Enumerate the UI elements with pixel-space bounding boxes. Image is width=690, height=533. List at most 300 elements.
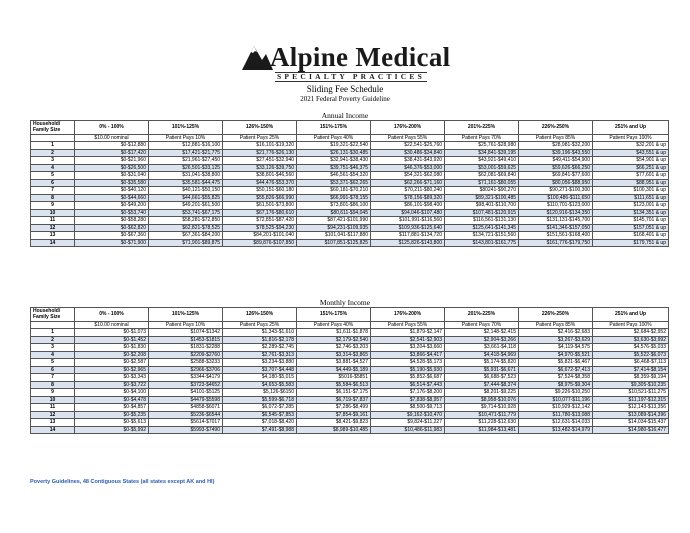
income-range-cell: $6,719-$7,837 <box>297 396 371 404</box>
income-range-cell: $151,561-$168,400 <box>519 232 593 240</box>
income-range-cell: $3,234-$3,880 <box>223 359 297 367</box>
income-range-cell: $5236-$6544 <box>149 411 223 419</box>
brand-name: Alpine Medical <box>270 42 451 72</box>
income-range-cell: $1453-$1815 <box>149 336 223 344</box>
income-range-cell: $111,651 & up <box>593 194 669 202</box>
table-row <box>31 172 669 180</box>
income-range-cell: $0-$49,200 <box>75 202 149 210</box>
income-range-cell: $100,301 & up <box>593 187 669 195</box>
income-range-cell: $0-$3,343 <box>75 374 149 382</box>
pay-rate-cell: Patient Pays 40% <box>297 134 371 142</box>
income-range-cell: $10,077-$11,196 <box>519 396 593 404</box>
table-row <box>31 411 669 419</box>
alpine-medical-logo <box>240 40 450 82</box>
pay-rate-cell: Patient Pays 25% <box>223 321 297 329</box>
income-range-cell: $101,991-$116,560 <box>371 217 445 225</box>
income-range-cell: $179,751 & up <box>593 239 669 247</box>
income-range-cell: $6,468-$7,113 <box>593 359 669 367</box>
document-title: Sliding Fee Schedule <box>306 84 384 94</box>
column-header: 226%-250% <box>519 308 593 322</box>
family-size-cell: 12 <box>31 411 75 419</box>
pay-rate-cell: Patient Pays 55% <box>371 134 445 142</box>
income-range-cell: $9,226-$10,250 <box>519 389 593 397</box>
income-range-cell: $6,514-$7,443 <box>371 381 445 389</box>
income-range-cell: $145,701 & up <box>593 217 669 225</box>
income-range-cell: $4479-$5598 <box>149 396 223 404</box>
income-range-cell: $73,801-$86,100 <box>297 202 371 210</box>
family-size-cell: 13 <box>31 419 75 427</box>
income-range-cell: $66,991-$78,155 <box>297 194 371 202</box>
income-range-cell: $4,970-$5,521 <box>519 351 593 359</box>
household-label-line1: Household/ <box>33 121 61 127</box>
income-range-cell: $2,148-$2,415 <box>445 329 519 337</box>
income-range-cell: $13,089-$14,396 <box>593 411 669 419</box>
income-range-cell: $120,916-$134,350 <box>519 209 593 217</box>
income-range-cell: $0-$5,613 <box>75 419 149 427</box>
income-range-cell: $7,838-$8,957 <box>371 396 445 404</box>
pay-rate-cell: Patient Pays 40% <box>297 321 371 329</box>
income-range-cell: $4,576-$5,033 <box>593 344 669 352</box>
family-size-cell: 9 <box>31 202 75 210</box>
income-range-cell: $80,056-$88,950 <box>519 179 593 187</box>
income-range-cell: $11,780-$13,088 <box>519 411 593 419</box>
family-size-cell: 11 <box>31 404 75 412</box>
family-size-cell: 2 <box>31 149 75 157</box>
income-range-cell: $72,851-$87,420 <box>223 217 297 225</box>
income-range-cell: $66,251 & up <box>593 164 669 172</box>
income-range-cell: $0-$3,722 <box>75 381 149 389</box>
income-range-cell: $131,131-$145,700 <box>519 217 593 225</box>
income-range-cell: $21,961-$27,450 <box>149 157 223 165</box>
column-header: 101%-125% <box>149 121 223 135</box>
income-range-cell: $46,376-$53,000 <box>371 164 445 172</box>
family-size-cell: 12 <box>31 224 75 232</box>
income-range-cell: $4,653-$5,583 <box>223 381 297 389</box>
table-row <box>31 202 669 210</box>
income-range-cell: $8,359-$9,194 <box>593 374 669 382</box>
income-range-cell: $134,721-$151,560 <box>445 232 519 240</box>
income-range-cell: $61,501-$73,800 <box>223 202 297 210</box>
income-range-cell: $2,289-$2,745 <box>223 344 297 352</box>
pay-rate-cell: Patient Pays 70% <box>445 321 519 329</box>
income-range-cell: $46,561-$54,320 <box>297 172 371 180</box>
income-range-cell: $11,228-$12,630 <box>445 419 519 427</box>
column-header: 0% - 100% <box>75 121 149 135</box>
income-range-cell: $5,821-$6,467 <box>519 359 593 367</box>
poverty-guidelines-note: Poverty Guidelines, 48 Contiguous States (all states except AK and HI) <box>30 479 215 485</box>
income-range-cell: $78,525-$94,230 <box>223 224 297 232</box>
income-range-cell: $2,904-$3,266 <box>445 336 519 344</box>
income-range-cell: $0-$67,360 <box>75 232 149 240</box>
empty-cell <box>31 321 75 329</box>
income-range-cell: $7,286-$8,499 <box>297 404 371 412</box>
income-range-cell: $53,371-$62,265 <box>297 179 371 187</box>
pay-rate-cell: $10.00 nominal <box>75 134 149 142</box>
income-range-cell: $1,879-$2,147 <box>371 329 445 337</box>
income-range-cell: $10,929-$12,142 <box>519 404 593 412</box>
pay-rate-cell: Patient Pays 70% <box>445 134 519 142</box>
income-range-cell: $11,197-$12,315 <box>593 396 669 404</box>
income-range-cell: $0-$44,660 <box>75 194 149 202</box>
income-range-cell: $70,211-$80,240 <box>371 187 445 195</box>
table-row <box>31 374 669 382</box>
income-range-cell: $11,984-$13,481 <box>445 426 519 434</box>
income-range-cell: $19,321-$22,540 <box>297 142 371 150</box>
income-range-cell: $34,841-$39,195 <box>445 149 519 157</box>
income-range-cell: $98,401-$110,700 <box>445 202 519 210</box>
income-range-cell: $58,281-$72,850 <box>149 217 223 225</box>
pay-rate-cell: Patient Pays 10% <box>149 134 223 142</box>
pay-rate-cell: Patient Pays 85% <box>519 134 593 142</box>
family-size-cell: 1 <box>31 142 75 150</box>
table-row <box>31 224 669 232</box>
family-size-cell: 5 <box>31 172 75 180</box>
document-header <box>0 40 690 103</box>
income-range-cell: $14,980-$16,477 <box>593 426 669 434</box>
income-range-cell: $67,361-$84,200 <box>149 232 223 240</box>
income-range-cell: $44,661-$55,825 <box>149 194 223 202</box>
income-range-cell: $88,951 & up <box>593 179 669 187</box>
income-range-cell: $7,444-$8,374 <box>445 381 519 389</box>
family-size-cell: 7 <box>31 187 75 195</box>
income-range-cell: $0-$40,120 <box>75 187 149 195</box>
column-header: 101%-125% <box>149 308 223 322</box>
income-range-cell: $3344-$4179 <box>149 374 223 382</box>
income-range-cell: $86,101-$98,400 <box>371 202 445 210</box>
income-range-cell: $3,204-$3,660 <box>371 344 445 352</box>
household-header <box>31 121 75 135</box>
income-range-cell: $3,661-$4,118 <box>445 344 519 352</box>
table-row <box>31 396 669 404</box>
family-size-cell: 11 <box>31 217 75 225</box>
income-range-cell: $134,351 & up <box>593 209 669 217</box>
income-range-cell: $38,801-$46,560 <box>223 172 297 180</box>
family-size-cell: 10 <box>31 209 75 217</box>
income-range-cell: $8,958-$10,076 <box>445 396 519 404</box>
income-range-cell: $49,201-$61,500 <box>149 202 223 210</box>
income-range-cell: $62,081-$69,840 <box>445 172 519 180</box>
family-size-cell: 13 <box>31 232 75 240</box>
income-range-cell: $9,824-$11,227 <box>371 419 445 427</box>
income-range-cell: $12,143-$13,356 <box>593 404 669 412</box>
income-range-cell: $0-$4,478 <box>75 396 149 404</box>
table-row <box>31 142 669 150</box>
income-range-cell: $90,271-$100,300 <box>519 187 593 195</box>
pay-rate-cell: Patient Pays 55% <box>371 321 445 329</box>
family-size-cell: 6 <box>31 366 75 374</box>
income-range-cell: $3,314-$3,865 <box>297 351 371 359</box>
table-row <box>31 366 669 374</box>
family-size-cell: 10 <box>31 396 75 404</box>
family-size-cell: 8 <box>31 381 75 389</box>
income-range-cell: $12,631-$14,033 <box>519 419 593 427</box>
column-header: 251% and Up <box>593 121 669 135</box>
income-range-cell: $5614-$7017 <box>149 419 223 427</box>
income-range-cell: $2,761-$3,313 <box>223 351 297 359</box>
income-range-cell: $84,201-$101,040 <box>223 232 297 240</box>
income-range-cell: $13,482-$14,979 <box>519 426 593 434</box>
table-row <box>31 336 669 344</box>
pay-rate-cell: $10.00 nominal <box>75 321 149 329</box>
table-row <box>31 404 669 412</box>
income-range-cell: $40,121-$50,150 <box>149 187 223 195</box>
table-row <box>31 381 669 389</box>
income-range-cell: $4,180-$5,015 <box>223 374 297 382</box>
table-row <box>31 389 669 397</box>
income-range-cell: $54,321-$62,080 <box>371 172 445 180</box>
income-range-cell: $62,821-$78,525 <box>149 224 223 232</box>
income-range-cell: $0-$71,900 <box>75 239 149 247</box>
monthly-income-title: Monthly Income <box>319 298 371 307</box>
family-size-cell: 8 <box>31 194 75 202</box>
income-range-cell: $2588-$3233 <box>149 359 223 367</box>
annual-header-row <box>31 121 669 135</box>
income-range-cell: $9,162-$10,470 <box>371 411 445 419</box>
income-range-cell: $143,801-$161,775 <box>445 239 519 247</box>
income-range-cell: $53,741-$67,175 <box>149 209 223 217</box>
brand-tagline: SPECIALTY PRACTICES <box>277 72 425 81</box>
income-range-cell: $4,418-$4,969 <box>445 351 519 359</box>
income-range-cell: $10,471-$11,779 <box>445 411 519 419</box>
income-range-cell: $157,051 & up <box>593 224 669 232</box>
income-range-cell: $31,041-$38,800 <box>149 172 223 180</box>
income-range-cell: $0-$12,880 <box>75 142 149 150</box>
income-range-cell: $1831-$2288 <box>149 344 223 352</box>
annual-subheader-row <box>31 134 669 142</box>
income-range-cell: $89,321-$100,485 <box>445 194 519 202</box>
income-range-cell: $3,866-$4,417 <box>371 351 445 359</box>
income-range-cell: $22,541-$25,760 <box>371 142 445 150</box>
income-range-cell: $1,816-$2,178 <box>223 336 297 344</box>
income-range-cell: $161,776-$179,750 <box>519 239 593 247</box>
income-range-cell: $38,431-$43,920 <box>371 157 445 165</box>
income-range-cell: $6,151-$7,175 <box>297 389 371 397</box>
income-range-cell: $12,881-$16,100 <box>149 142 223 150</box>
income-range-cell: $7,176-$8,200 <box>371 389 445 397</box>
income-range-cell: $0-$4,100 <box>75 389 149 397</box>
income-range-cell: $2966-$3706 <box>149 366 223 374</box>
income-range-cell: $6,672-$7,413 <box>519 366 593 374</box>
income-range-cell: $0-$2,208 <box>75 351 149 359</box>
income-range-cell: $5,190-$5,930 <box>371 366 445 374</box>
income-range-cell: $1074-$1342 <box>149 329 223 337</box>
income-range-cell: $5016-$5851 <box>297 374 371 382</box>
income-range-cell: $4101-$5125 <box>149 389 223 397</box>
income-range-cell: $2,541-$2,903 <box>371 336 445 344</box>
column-header: 176%-200% <box>371 121 445 135</box>
table-row <box>31 217 669 225</box>
income-range-cell: $32,941-$38,430 <box>297 157 371 165</box>
table-row <box>31 359 669 367</box>
table-row <box>31 149 669 157</box>
income-range-cell: $17,421-$21,775 <box>149 149 223 157</box>
income-range-cell: $32,201 & up <box>593 142 669 150</box>
income-range-cell: $33,126-$39,750 <box>223 164 297 172</box>
income-range-cell: $141,346-$157,050 <box>519 224 593 232</box>
income-range-cell: $8,500-$9,713 <box>371 404 445 412</box>
table-row <box>31 194 669 202</box>
column-header: 176%-200% <box>371 308 445 322</box>
income-range-cell: $0-$26,500 <box>75 164 149 172</box>
income-range-cell: $5,931-$6,671 <box>445 366 519 374</box>
income-range-cell: $94,046-$107,480 <box>371 209 445 217</box>
pay-rate-cell: Patient Pays 100% <box>593 134 669 142</box>
income-range-cell: $0-$2,965 <box>75 366 149 374</box>
income-range-cell: $43,551 & up <box>593 149 669 157</box>
income-range-cell: $39,751-$46,375 <box>297 164 371 172</box>
income-range-cell: $7,524-$8,358 <box>519 374 593 382</box>
income-range-cell: $3,881-$4,527 <box>297 359 371 367</box>
income-range-cell: $125,826-$143,800 <box>371 239 445 247</box>
income-range-cell: $78,156-$89,320 <box>371 194 445 202</box>
income-range-cell: $5,522-$6,073 <box>593 351 669 359</box>
income-range-cell: $59,626-$66,250 <box>519 164 593 172</box>
table-row <box>31 419 669 427</box>
income-range-cell: $109,936-$125,640 <box>371 224 445 232</box>
income-range-cell: $5,174-$5,820 <box>445 359 519 367</box>
family-size-cell: 4 <box>31 164 75 172</box>
income-range-cell: $1,611-$1,878 <box>297 329 371 337</box>
income-range-cell: $2,416-$2,683 <box>519 329 593 337</box>
annual-income-title: Annual Income <box>321 111 369 120</box>
income-range-cell: $14,034-$15,437 <box>593 419 669 427</box>
income-range-cell: $7,491-$8,988 <box>223 426 297 434</box>
income-range-cell: $168,401 & up <box>593 232 669 240</box>
income-range-cell: $3723-$4652 <box>149 381 223 389</box>
income-range-cell: $0-$62,820 <box>75 224 149 232</box>
income-range-cell: $5,852-$6,687 <box>371 374 445 382</box>
empty-cell <box>31 134 75 142</box>
income-range-cell: $3,707-$4,448 <box>223 366 297 374</box>
income-range-cell: $80241-$90,270 <box>445 187 519 195</box>
column-header: 201%-225% <box>445 121 519 135</box>
income-range-cell: $1,343-$1,610 <box>223 329 297 337</box>
income-range-cell: $0-$21,960 <box>75 157 149 165</box>
income-range-cell: $2209-$2760 <box>149 351 223 359</box>
table-row <box>31 351 669 359</box>
column-header: 126%-150% <box>223 121 297 135</box>
income-range-cell: $9,305-$10,235 <box>593 381 669 389</box>
income-range-cell: $0-$4,857 <box>75 404 149 412</box>
household-label-line1: Household/ <box>33 308 61 314</box>
family-size-cell: 9 <box>31 389 75 397</box>
table-row <box>31 239 669 247</box>
income-range-cell: $6,545-$7,853 <box>223 411 297 419</box>
income-range-cell: $9,714-$10,928 <box>445 404 519 412</box>
column-header: 151%-175% <box>297 121 371 135</box>
table-row <box>31 187 669 195</box>
income-range-cell: $0-$2,587 <box>75 359 149 367</box>
income-range-cell: $4,119-$4,575 <box>519 344 593 352</box>
income-range-cell: $53,001-$59,625 <box>445 164 519 172</box>
income-range-cell: $0-$35,580 <box>75 179 149 187</box>
family-size-cell: 7 <box>31 374 75 382</box>
income-range-cell: $100,486-$111,650 <box>519 194 593 202</box>
family-size-cell: 3 <box>31 344 75 352</box>
income-range-cell: $87,421-$101,990 <box>297 217 371 225</box>
column-header: 151%-175% <box>297 308 371 322</box>
income-range-cell: $8,989-$10,485 <box>297 426 371 434</box>
income-range-cell: $80,611-$94,045 <box>297 209 371 217</box>
monthly-subheader-row <box>31 321 669 329</box>
income-range-cell: $107,851-$125,825 <box>297 239 371 247</box>
table-row <box>31 426 669 434</box>
income-range-cell: $39,196-$43,550 <box>519 149 593 157</box>
family-size-cell: 3 <box>31 157 75 165</box>
income-range-cell: $0-$58,280 <box>75 217 149 225</box>
family-size-cell: 6 <box>31 179 75 187</box>
monthly-income-table <box>30 307 669 434</box>
pay-rate-cell: Patient Pays 100% <box>593 321 669 329</box>
income-range-cell: $10,521-$11,275 <box>593 389 669 397</box>
income-range-cell: $21,776-$26,130 <box>223 149 297 157</box>
family-size-cell: 4 <box>31 351 75 359</box>
household-header <box>31 308 75 322</box>
income-range-cell: $5,584-$6,513 <box>297 381 371 389</box>
table-row <box>31 179 669 187</box>
family-size-cell: 1 <box>31 329 75 337</box>
income-range-cell: $125,641-$141,345 <box>445 224 519 232</box>
family-size-cell: 14 <box>31 239 75 247</box>
family-size-cell: 2 <box>31 336 75 344</box>
income-range-cell: $0-$1,073 <box>75 329 149 337</box>
income-range-cell: $3,267-$3,629 <box>519 336 593 344</box>
income-range-cell: $2,684-$2,952 <box>593 329 669 337</box>
income-range-cell: $35,581-$44,475 <box>149 179 223 187</box>
income-range-cell: $94,231-$109,935 <box>297 224 371 232</box>
income-range-cell: $25,761-$28,980 <box>445 142 519 150</box>
income-range-cell: $4858-$6071 <box>149 404 223 412</box>
income-range-cell: $10,486-$11,983 <box>371 426 445 434</box>
income-range-cell: $28,981-$32,200 <box>519 142 593 150</box>
income-range-cell: $117,881-$134,720 <box>371 232 445 240</box>
income-range-cell: $101,041-$117,880 <box>297 232 371 240</box>
income-range-cell: $43,921-$49,410 <box>445 157 519 165</box>
table-row <box>31 164 669 172</box>
income-range-cell: $69,841-$77,600 <box>519 172 593 180</box>
income-range-cell: $54,901 & up <box>593 157 669 165</box>
income-range-cell: $110,701-$123,000 <box>519 202 593 210</box>
income-range-cell: $0-$1,830 <box>75 344 149 352</box>
income-range-cell: $8,201-$9,225 <box>445 389 519 397</box>
income-range-cell: $5,126-$6150 <box>223 389 297 397</box>
income-range-cell: $49,411-$54,900 <box>519 157 593 165</box>
income-range-cell: $26,501-$33,125 <box>149 164 223 172</box>
income-range-cell: $7,018-$8,420 <box>223 419 297 427</box>
table-row <box>31 157 669 165</box>
income-range-cell: $2,179-$2,540 <box>297 336 371 344</box>
income-range-cell: $123,001 & up <box>593 202 669 210</box>
income-range-cell: $50,151-$60,180 <box>223 187 297 195</box>
monthly-header-row <box>31 308 669 322</box>
income-range-cell: $16,101-$19,320 <box>223 142 297 150</box>
household-label-line2: Family Size <box>33 127 61 134</box>
income-range-cell: $55,826-$66,990 <box>223 194 297 202</box>
column-header: 201%-225% <box>445 308 519 322</box>
family-size-cell: 5 <box>31 359 75 367</box>
income-range-cell: $89,876-$107,850 <box>223 239 297 247</box>
column-header: 251% and Up <box>593 308 669 322</box>
household-label-line2: Family Size <box>33 314 61 321</box>
income-range-cell: $116,561-$131,130 <box>445 217 519 225</box>
table-row <box>31 329 669 337</box>
column-header: 226%-250% <box>519 121 593 135</box>
income-range-cell: $71,161-$80,055 <box>445 179 519 187</box>
income-range-cell: $7,414-$8,154 <box>593 366 669 374</box>
column-header: 0% - 100% <box>75 308 149 322</box>
pay-rate-cell: Patient Pays 85% <box>519 321 593 329</box>
income-range-cell: $30,486-$34,840 <box>371 149 445 157</box>
